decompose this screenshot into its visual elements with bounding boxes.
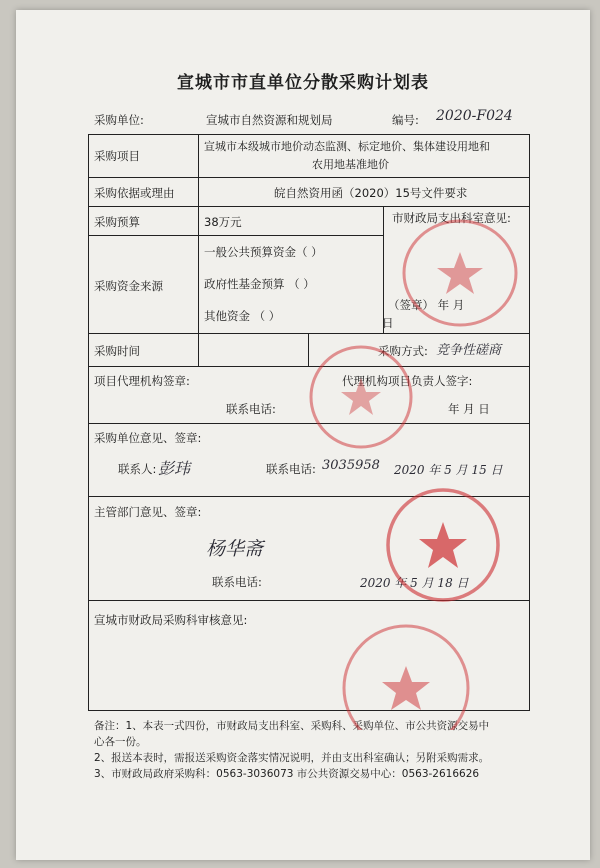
source-label: 采购资金来源 <box>94 279 163 293</box>
code-label: 编号: <box>392 113 419 127</box>
dept-opinion-label: 主管部门意见、签章: <box>94 505 202 519</box>
finance-opinion-label: 市财政局支出科室意见: <box>392 211 511 225</box>
source-option-1: 一般公共预算资金（ ） <box>204 245 323 259</box>
purchaser-date: 2020 年 5 月 15 日 <box>394 463 503 477</box>
purchaser-phone-value: 3035958 <box>322 458 380 473</box>
note-line-2: 心各一份。 <box>94 736 147 748</box>
purchaser-opinion-label: 采购单位意见、签章: <box>94 431 202 445</box>
project-label: 采购项目 <box>94 149 140 163</box>
code-value: 2020-F024 <box>436 108 513 124</box>
agency-phone-label: 联系电话: <box>226 402 276 416</box>
budget-label: 采购预算 <box>94 215 140 229</box>
note-line-3: 2、报送本表时，需报送采购资金落实情况说明，并由支出科室确认；另附采购需求。 <box>94 752 490 764</box>
finance-dept-seal <box>398 216 522 330</box>
resources-bureau-seal <box>382 484 504 606</box>
note-line-4: 3、市财政局政府采购科：0563-3036073 市公共资源交易中心：0563-2616626 <box>94 768 480 780</box>
basis-label: 采购依据或理由 <box>94 186 175 200</box>
project-line-2: 农用地基准地价 <box>312 158 389 171</box>
dept-date: 2020 年 5 月 18 日 <box>360 576 469 590</box>
project-line-1: 宣城市本级城市地价动态监测、标定地价、集体建设用地和 <box>204 140 490 153</box>
purchaser-contact-signature: 彭玮 <box>158 459 191 478</box>
review-label: 宣城市财政局采购科审核意见: <box>94 613 248 627</box>
basis-value: 皖自然资用函（2020）15号文件要求 <box>274 186 468 200</box>
time-label: 采购时间 <box>94 344 140 358</box>
agency-person-label: 代理机构项目负责人签字: <box>342 374 473 388</box>
dept-signature: 杨华斋 <box>206 538 264 560</box>
source-option-3: 其他资金 （ ） <box>204 309 281 323</box>
source-option-2: 政府性基金预算 （ ） <box>204 277 315 291</box>
agency-sign-label: 项目代理机构签章: <box>94 374 190 388</box>
trading-center-seal <box>306 342 416 452</box>
purchaser-contact-label: 联系人: <box>118 462 157 476</box>
page-title: 宣城市市直单位分散采购计划表 <box>177 73 429 93</box>
agency-date: 年 月 日 <box>448 402 490 416</box>
method-value: 竞争性磋商 <box>436 343 502 358</box>
method-label: 采购方式: <box>378 344 428 358</box>
finance-bureau-seal <box>338 620 474 730</box>
unit-label: 采购单位: <box>94 113 144 127</box>
budget-value: 38万元 <box>204 215 242 229</box>
finance-sign-date: （签章） 年 月 <box>388 298 465 312</box>
note-line-1: 备注：1、本表一式四份，市财政局支出科室、采购科、采购单位、市公共资源交易中 <box>94 720 490 732</box>
dept-phone-label: 联系电话: <box>212 575 262 589</box>
document-page <box>16 10 590 860</box>
finance-sign-day: 日 <box>382 316 394 330</box>
purchaser-phone-label: 联系电话: <box>266 462 316 476</box>
unit-value: 宣城市自然资源和规划局 <box>206 113 333 127</box>
